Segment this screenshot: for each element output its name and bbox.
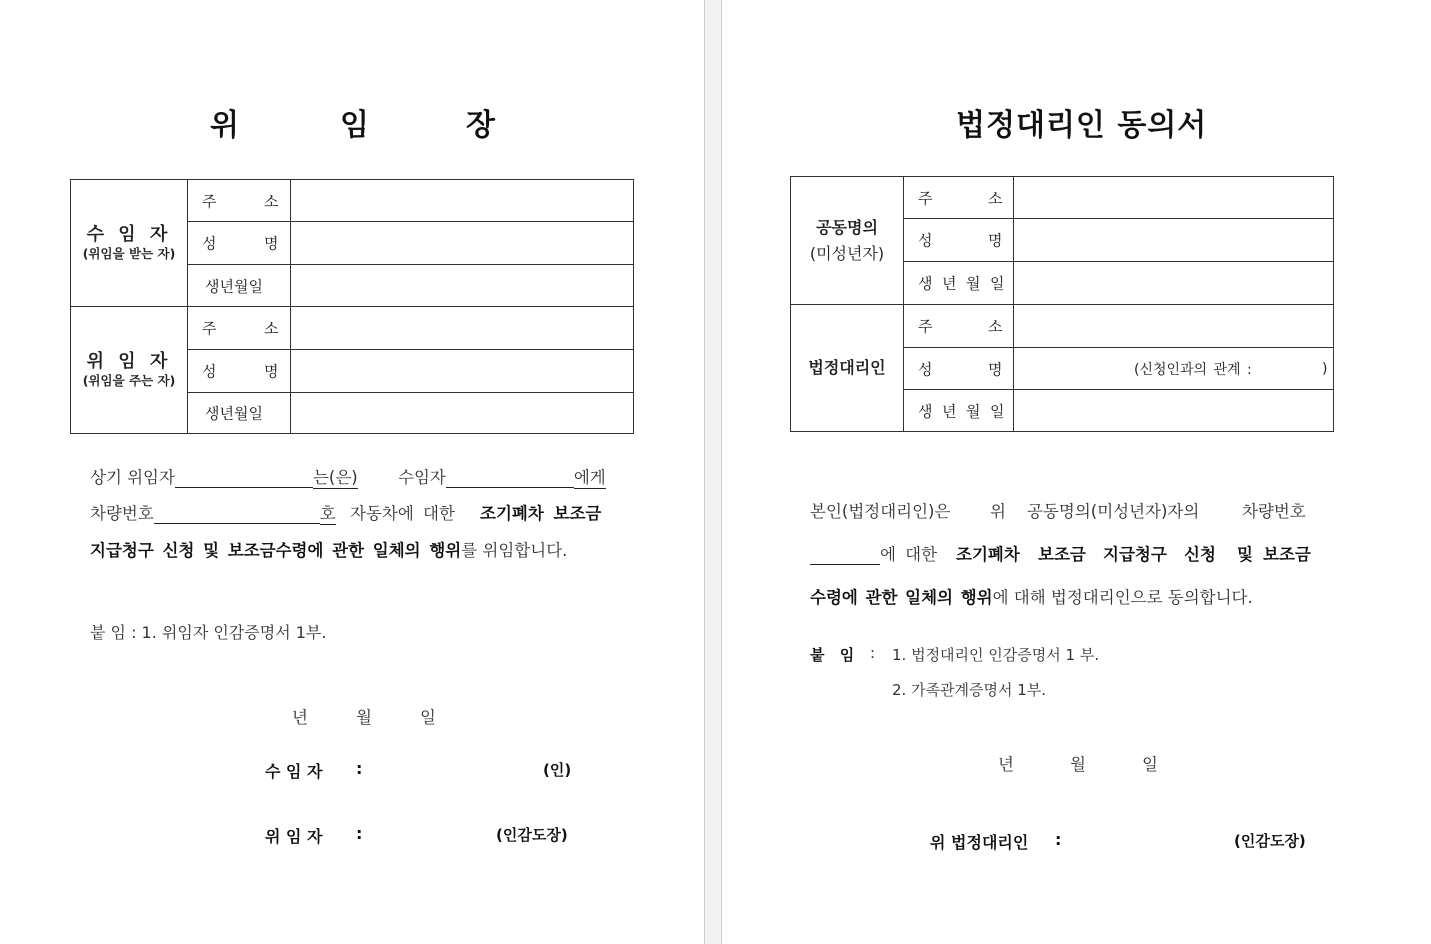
page-divider [704,0,722,944]
label-address: 주 소 [904,177,1014,219]
attachment-note: 붙 임 : 1. 위임자 인감증명서 1부. [90,623,327,642]
delegation-info-table [70,179,634,434]
signature-role: 위 임 자 [265,827,323,846]
date-month: 월 [356,708,372,727]
label-birthdate: 생년월일 [188,265,291,307]
signature-colon: : [1055,830,1062,849]
vehicle-number-blank[interactable] [154,504,320,524]
seal-mark[interactable]: (인감도장) [496,826,568,844]
body-line: 지급청구 신청 및 보조금수령에 관한 일체의 행위를 위임합니다. [90,541,568,560]
date-day: 일 [1142,755,1158,774]
body-line: 자동차에 대한 [350,504,455,523]
document-page-left [0,0,704,944]
body-line: 본인(법정대리인)은 [810,502,951,521]
body-line-emphasis: 보조금 [1038,545,1086,564]
doc-title-char: 장 [466,108,495,143]
body-line: 위 [990,502,1006,521]
label-address: 주 소 [904,305,1014,348]
value-cell[interactable] [291,265,634,307]
attachment-item: 1. 법정대리인 인감증명서 1 부. [892,646,1100,664]
value-cell[interactable] [291,180,634,222]
consent-info-table [790,176,1334,432]
signature-colon: : [356,759,363,778]
group-subtitle: (위임을 받는 자) [82,246,176,262]
relation-note: (신청인과의 관계 : [1134,361,1252,378]
body-line: 수령에 관한 일체의 행위에 대해 법정대리인으로 동의합니다. [810,588,1253,607]
label-birthdate: 생 년 월 일 [904,262,1014,305]
body-line-emphasis: 조기폐차 [956,545,1020,564]
body-line-emphasis: 보조금 [1263,545,1311,564]
group-cell-co-owner [791,177,904,305]
relation-note-close: ) [1322,360,1328,377]
label-name: 성 명 [188,222,291,265]
label-address: 주 소 [188,180,291,222]
value-cell[interactable] [1014,348,1334,390]
agent-blank[interactable] [446,468,574,488]
seal-mark[interactable]: (인) [543,761,572,779]
signature-role: 수 임 자 [265,762,323,781]
attachment-item: 2. 가족관계증명서 1부. [892,681,1047,699]
body-line: 상기 위임자 는(은) [90,464,358,489]
date-day: 일 [420,708,436,727]
group-title: 공동명의 [816,217,878,237]
group-subtitle: (미성년자) [809,243,885,263]
delegator-blank[interactable] [175,468,313,488]
value-cell[interactable] [1014,177,1334,219]
signature-colon: : [356,824,363,843]
label-name: 성 명 [188,350,291,393]
body-line-emphasis: 조기폐차 보조금 [480,504,602,523]
group-subtitle: (위임을 주는 자) [82,373,176,389]
vehicle-number-blank[interactable] [810,545,880,565]
body-line: 차량번호 [1242,502,1306,521]
value-cell[interactable] [1014,219,1334,262]
body-line-emphasis: 신청 [1184,545,1216,564]
group-cell-delegator [71,307,188,434]
attachment-colon: : [870,644,876,662]
label-birthdate: 생 년 월 일 [904,390,1014,432]
group-cell-agent [71,180,188,307]
attachment-label: 붙 임 [810,646,855,664]
date-year: 년 [292,708,308,727]
value-cell[interactable] [291,393,634,434]
doc-title-char: 위 [210,108,239,143]
body-line: 공동명의(미성년자)자의 [1027,502,1200,521]
doc-title-char: 임 [340,108,369,143]
label-name: 성 명 [904,219,1014,262]
date-year: 년 [998,755,1014,774]
group-title: 법정대리인 [808,358,886,377]
body-line: 차량번호 호 [90,500,336,525]
signature-role: 위 법정대리인 [930,833,1029,852]
label-address: 주 소 [188,307,291,350]
value-cell[interactable] [1014,390,1334,432]
document-page-right [722,0,1431,944]
value-cell[interactable] [1014,305,1334,348]
group-title: 위 임 자 [86,350,172,372]
doc-title: 법정대리인 동의서 [956,108,1208,143]
value-cell[interactable] [291,307,634,350]
group-title: 수 임 자 [86,223,172,245]
value-cell[interactable] [1014,262,1334,305]
date-month: 월 [1070,755,1086,774]
body-line: 에 대한 [810,541,937,565]
body-line-emphasis: 및 [1237,545,1253,564]
label-birthdate: 생년월일 [188,393,291,434]
value-cell[interactable] [291,350,634,393]
group-cell-legal-rep [791,305,904,432]
seal-mark[interactable]: (인감도장) [1234,832,1306,850]
body-line: 수임자 에게 [398,464,606,489]
value-cell[interactable] [291,222,634,265]
label-name: 성 명 [904,348,1014,390]
body-line-emphasis: 지급청구 [1103,545,1167,564]
